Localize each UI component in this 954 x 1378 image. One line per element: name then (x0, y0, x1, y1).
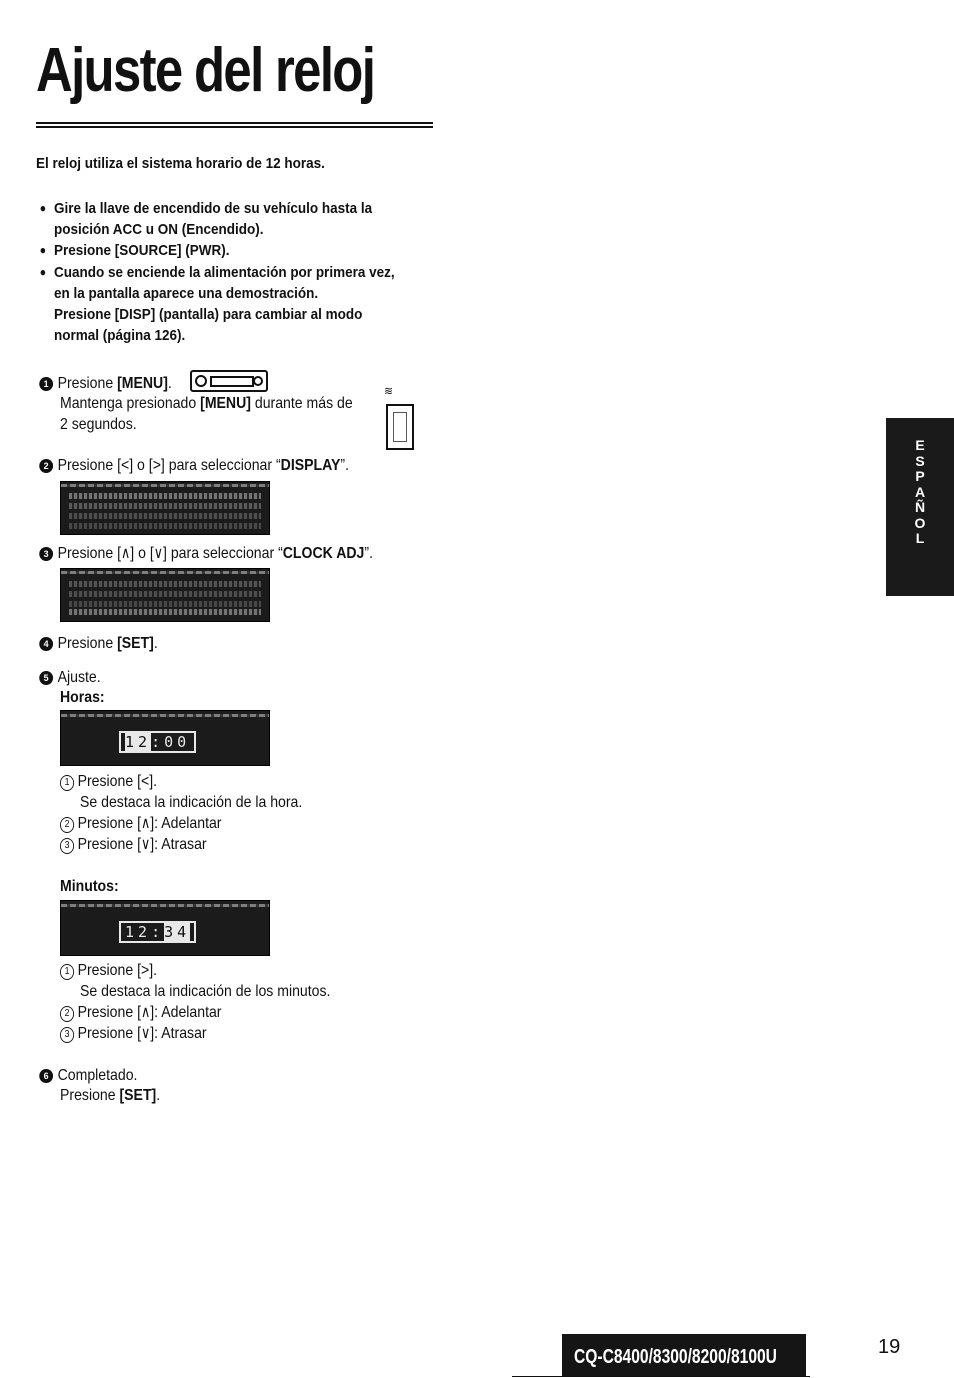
step-1-line-2: Mantenga presionado [MENU] durante más de (60, 395, 353, 412)
title-underline-2 (36, 126, 433, 128)
step-number-2: 2 (39, 459, 53, 473)
step-3-text: 3 Presione [∧] o [∨] para seleccionar “CLOCK ADJ”. (40, 543, 373, 564)
step-6-text: 6 Completado. (40, 1065, 137, 1086)
minutes-clock-readout: 12:34 (119, 921, 196, 943)
signal-waves-icon: ≋ (384, 384, 393, 398)
step-number-4: 4 (39, 637, 53, 651)
intro-text: El reloj utiliza el sistema horario de 12 horas. (36, 155, 325, 172)
language-tab-letter: O (914, 514, 926, 531)
language-tab-letter: E (915, 437, 925, 453)
language-tab-label (886, 438, 954, 547)
hours-clock-screen (60, 710, 270, 766)
minutes-clock-screen (60, 900, 270, 956)
clock-adj-menu-screen (60, 568, 270, 622)
step-number-5: 5 (39, 671, 53, 685)
language-tab-letter: L (915, 530, 925, 546)
step-6-line-2: Presione [SET]. (60, 1087, 161, 1104)
step-number-6: 6 (39, 1069, 53, 1083)
step-2-text: 2 Presione [<] o [>] para seleccionar “DISPLAY”. (40, 455, 349, 476)
bullet-3-line-4: normal (página 126). (54, 327, 186, 344)
minutes-sub-1-note: Se destaca la indicación de los minutos. (80, 983, 331, 1000)
step-5-text: 5 Ajuste. (40, 667, 101, 688)
display-menu-screen (60, 481, 270, 535)
bullet-3-line-1: ● Cuando se enciende la alimentación por primera vez, (39, 264, 395, 281)
step-1-line-3: 2 segundos. (60, 416, 137, 433)
page-title: Ajuste del reloj (36, 36, 375, 105)
hours-sub-2: 2 Presione [∧]: Adelantar (60, 813, 222, 834)
step-number-3: 3 (39, 547, 53, 561)
bullet-3-line-3: Presione [DISP] (pantalla) para cambiar al modo (54, 306, 363, 323)
remote-control-icon (386, 404, 414, 450)
minutes-sub-1: 1 Presione [>]. (60, 960, 157, 981)
language-tab-letter: A (914, 483, 926, 500)
head-unit-icon (190, 370, 268, 392)
bullet-2-line-1: ● Presione [SOURCE] (PWR). (39, 242, 230, 259)
footer-rule (512, 1376, 810, 1377)
bullet-3-line-2: en la pantalla aparece una demostración. (54, 285, 319, 302)
model-number: CQ-C8400/8300/8200/8100U (574, 1346, 777, 1368)
step-1-line-1: 1 Presione [MENU]. (40, 373, 172, 394)
hours-clock-readout: 12:00 (119, 731, 196, 753)
page-number: 19 (878, 1336, 901, 1358)
step-number-1: 1 (39, 377, 53, 391)
language-side-tab (886, 418, 954, 596)
minutes-sub-2: 2 Presione [∧]: Adelantar (60, 1002, 222, 1023)
language-tab-letter: Ñ (914, 499, 926, 515)
bullet-1-line-2: posición ACC u ON (Encendido). (54, 221, 264, 238)
hours-sub-1-note: Se destaca la indicación de la hora. (80, 794, 303, 811)
language-tab-letter: S (915, 452, 925, 469)
minutes-heading: Minutos: (60, 878, 119, 895)
bullet-dot: ● (39, 243, 47, 257)
minutes-sub-3: 3 Presione [∨]: Atrasar (60, 1023, 207, 1044)
step-4-text: 4 Presione [SET]. (40, 633, 158, 654)
bullet-dot: ● (39, 265, 47, 279)
bullet-dot: ● (39, 201, 47, 215)
title-underline (36, 122, 433, 124)
hours-sub-1: 1 Presione [<]. (60, 771, 157, 792)
language-tab-letter: P (915, 468, 925, 484)
bullet-1-line-1: ● Gire la llave de encendido de su vehículo hasta la (39, 200, 373, 217)
hours-heading: Horas: (60, 689, 105, 706)
model-number-box (562, 1334, 806, 1376)
hours-sub-3: 3 Presione [∨]: Atrasar (60, 834, 207, 855)
